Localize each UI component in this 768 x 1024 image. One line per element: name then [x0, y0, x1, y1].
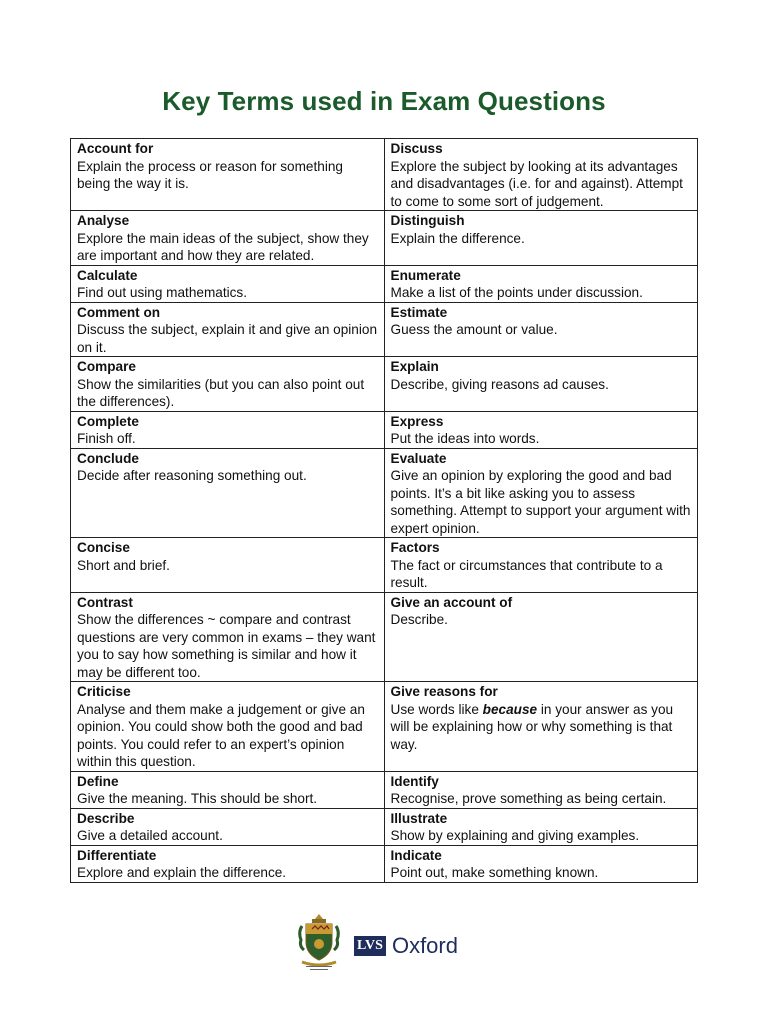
table-row: [71, 845, 698, 882]
table-row: [71, 808, 698, 845]
term-definition: Recognise, prove something as being certain.: [390, 791, 667, 806]
term-definition: Show the similarities (but you can also point out the differences).: [77, 376, 365, 409]
term-definition: Give a detailed account.: [77, 828, 223, 843]
term-definition: Explore the subject by looking at its advantages and disadvantages (i.e. for and against). Attempt to come to some sort of judgement.: [390, 158, 683, 209]
term-cell-left: [71, 448, 385, 538]
term-definition: Finish off.: [77, 431, 136, 446]
term-definition: Show by explaining and giving examples.: [390, 828, 640, 843]
term-cell-right: [384, 211, 698, 266]
term-cell-right: [384, 771, 698, 808]
term-definition: Make a list of the points under discussion.: [390, 285, 643, 300]
term-definition: Describe, giving reasons ad causes.: [390, 376, 609, 392]
table-row: [71, 357, 698, 412]
table-row: [71, 302, 698, 357]
term-cell-left: [71, 357, 385, 412]
table-row: [71, 771, 698, 808]
definition-emphasis: because: [482, 701, 538, 717]
term-definition: Describe.: [390, 612, 448, 627]
term-definition: Short and brief.: [77, 557, 170, 573]
term-heading: Contrast: [77, 594, 133, 610]
table-row: [71, 211, 698, 266]
term-heading: Differentiate: [77, 847, 157, 863]
lvs-logo-box: LVS: [354, 936, 386, 956]
term-cell-left: [71, 592, 385, 682]
term-definition: Decide after reasoning something out.: [77, 468, 307, 483]
term-cell-right: [384, 357, 698, 412]
term-cell-left: [71, 771, 385, 808]
term-definition: Find out using mathematics.: [77, 285, 248, 300]
page-title: Key Terms used in Exam Questions: [162, 86, 606, 116]
term-definition: Analyse and them make a judgement or give an opinion. You could show both the good and bad points. You could refer to an expert’s opinion within this question.: [77, 701, 365, 769]
term-definition: Give the meaning. This should be short.: [77, 791, 318, 806]
term-definition: [391, 701, 692, 754]
term-cell-left: [71, 538, 385, 593]
term-heading: Distinguish: [390, 213, 465, 228]
school-crest-icon: [296, 912, 342, 974]
term-heading: Compare: [77, 359, 136, 374]
table-row: [71, 448, 698, 538]
term-heading: Identify: [390, 773, 439, 789]
term-cell-right: [384, 139, 698, 211]
term-definition: Point out, make something known.: [390, 865, 599, 880]
term-heading: Define: [77, 773, 119, 789]
term-heading: Give reasons for: [390, 684, 498, 699]
oxford-logo-text: Oxford: [391, 933, 458, 958]
term-definition: The fact or circumstances that contribute to a result.: [390, 557, 663, 590]
term-heading: Evaluate: [390, 450, 447, 466]
term-heading: Discuss: [390, 141, 443, 156]
term-cell-left: [71, 302, 385, 357]
term-definition: Discuss the subject, explain it and give an opinion on it.: [77, 322, 377, 355]
table-row: [71, 538, 698, 593]
term-cell-right: [384, 448, 698, 538]
term-definition: Guess the amount or value.: [390, 322, 558, 337]
term-cell-right: [384, 682, 698, 772]
term-cell-left: [71, 265, 385, 302]
table-row: [71, 592, 698, 682]
term-cell-right: [384, 411, 698, 448]
term-heading: Indicate: [390, 847, 442, 863]
key-terms-table: [70, 138, 698, 883]
term-cell-right: [384, 538, 698, 593]
term-cell-left: [71, 808, 385, 845]
term-heading: Account for: [77, 141, 154, 156]
definition-text: Use words like: [390, 701, 483, 717]
table-row: [71, 265, 698, 302]
footer-logos: [0, 910, 768, 980]
term-heading: Illustrate: [390, 810, 448, 826]
term-heading: Complete: [77, 413, 139, 429]
term-definition: Explain the difference.: [390, 230, 525, 246]
term-heading: Concise: [77, 540, 130, 555]
term-cell-left: [71, 682, 385, 772]
term-heading: Express: [390, 413, 444, 429]
table-row: [71, 411, 698, 448]
lvs-oxford-logo: [354, 935, 458, 957]
term-cell-right: [384, 808, 698, 845]
term-definition: Show the differences ~ compare and contrast questions are very common in exams – they want you to say how something is similar and how it may be different too.: [77, 612, 376, 680]
term-heading: Conclude: [77, 450, 139, 466]
term-cell-left: [71, 139, 385, 211]
term-heading: Criticise: [77, 684, 131, 699]
term-definition: Explore and explain the difference.: [77, 865, 287, 880]
term-cell-right: [384, 592, 698, 682]
term-cell-right: [384, 845, 698, 882]
term-cell-left: [71, 411, 385, 448]
term-heading: Estimate: [390, 304, 448, 320]
term-heading: Calculate: [77, 267, 138, 283]
term-heading: Give an account of: [390, 594, 513, 610]
term-cell-right: [384, 265, 698, 302]
term-heading: Explain: [390, 359, 439, 374]
table-row: [71, 682, 698, 772]
term-heading: Describe: [77, 810, 135, 826]
term-definition: Put the ideas into words.: [390, 431, 540, 446]
term-cell-left: [71, 845, 385, 882]
term-heading: Analyse: [77, 213, 130, 228]
term-definition: Give an opinion by exploring the good and bad points. It’s a bit like asking you to assess something. Attempt to support your argument with expert opinion.: [390, 468, 691, 536]
term-definition: Explore the main ideas of the subject, show they are important and how they are related.: [77, 230, 369, 263]
term-heading: Factors: [390, 540, 440, 555]
term-heading: Enumerate: [390, 267, 461, 283]
term-definition: Explain the process or reason for something being the way it is.: [77, 158, 343, 191]
table-row: [71, 139, 698, 211]
term-cell-right: [384, 302, 698, 357]
term-cell-left: [71, 211, 385, 266]
term-heading: Comment on: [77, 304, 161, 320]
definition-text: in your answer as you will be explaining how or why something is that way.: [390, 701, 674, 752]
